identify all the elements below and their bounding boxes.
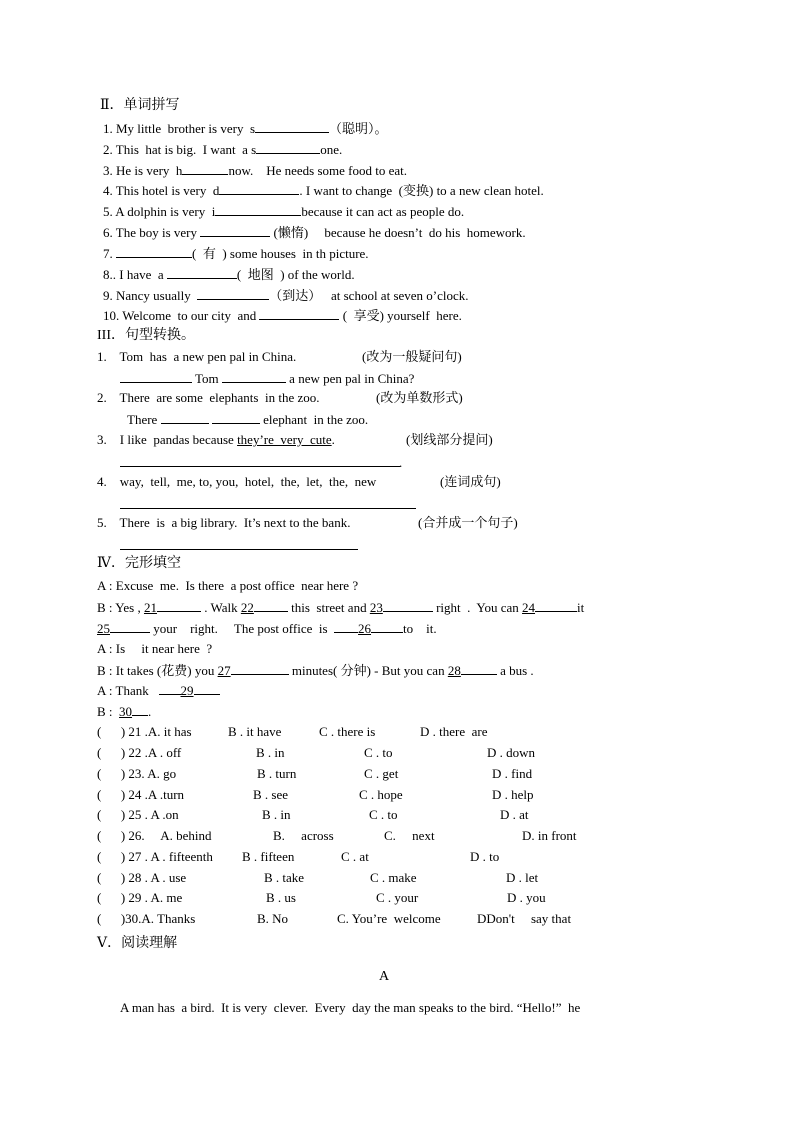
- transform-q2: 2. There are some elephants in the zoo.: [97, 390, 320, 405]
- dialog-line-3: 25 your right. The post office is 26 to it.: [97, 621, 437, 636]
- option-24-a: ( ) 24 .A .turn: [97, 787, 185, 802]
- spelling-item-10: 10. Welcome to our city and ( 享受) yourself here.: [103, 308, 462, 323]
- transform-q2-note: (改为单数形式): [376, 390, 463, 405]
- section-3-title: III．句型转换。: [97, 328, 195, 343]
- option-30-b: B. No: [257, 911, 289, 926]
- option-27-d: D . to: [470, 849, 500, 864]
- option-25-d: D . at: [500, 807, 529, 822]
- option-22-b: B . in: [256, 745, 285, 760]
- option-22-d: D . down: [487, 745, 536, 760]
- transform-q4-note: (连词成句): [440, 474, 501, 489]
- transform-q2-answer: There elephant in the zoo.: [127, 412, 369, 427]
- transform-q3: 3. I like pandas because they’re very cute.: [97, 432, 335, 447]
- option-28-a: ( ) 28 . A . use: [97, 870, 187, 885]
- option-23-c: C . get: [364, 766, 399, 781]
- spelling-item-8: 8.. I have a ( 地图 ) of the world.: [103, 267, 355, 282]
- answer-line-q3-period: .: [399, 455, 403, 470]
- spelling-item-1: 1. My little brother is very s （聪明）。: [103, 121, 388, 136]
- answer-line-q5: [120, 549, 358, 550]
- spelling-item-3: 3. He is very h now. He needs some food to eat.: [103, 163, 408, 178]
- option-30-c: C. You’re welcome: [337, 911, 441, 926]
- option-26-a: ( ) 26. A. behind: [97, 828, 212, 843]
- option-29-d: D . you: [507, 890, 546, 905]
- option-30-d: DDon't say that: [477, 911, 572, 926]
- spelling-item-9: 9. Nancy usually （到达） at school at seven o’clock.: [103, 288, 469, 303]
- option-26-d: D. in front: [522, 828, 577, 843]
- option-25-a: ( ) 25 . A .on: [97, 807, 179, 822]
- spelling-item-2: 2. This hat is big. I want a s one.: [103, 142, 343, 157]
- option-25-c: C . to: [369, 807, 398, 822]
- option-27-c: C . at: [341, 849, 369, 864]
- transform-q3-note: (划线部分提问): [406, 432, 493, 447]
- option-29-c: C . your: [376, 890, 419, 905]
- option-30-a: ( )30.A. Thanks: [97, 911, 196, 926]
- option-23-a: ( ) 23. A. go: [97, 766, 177, 781]
- dialog-line-5: B : It takes (花费) you 27 minutes( 分钟) - But you can 28 a bus .: [97, 663, 534, 678]
- passage-line-1: A man has a bird. It is very clever. Every day the man speaks to the bird. “Hello!” he: [120, 1000, 581, 1015]
- option-29-b: B . us: [266, 890, 296, 905]
- transform-q5-note: (合并成一个句子): [418, 515, 518, 530]
- dialog-line-1: A : Excuse me. Is there a post office near here ?: [97, 578, 359, 593]
- option-25-b: B . in: [262, 807, 291, 822]
- transform-q1-note: (改为一般疑问句): [362, 349, 462, 364]
- option-29-a: ( ) 29 . A. me: [97, 890, 183, 905]
- option-21-c: C . there is: [319, 724, 376, 739]
- transform-q4: 4. way, tell, me, to, you, hotel, the, let, the, new: [97, 474, 377, 489]
- answer-line-q4: [120, 508, 416, 509]
- transform-q5: 5. There is a big library. It’s next to the bank.: [97, 515, 351, 530]
- option-28-c: C . make: [370, 870, 417, 885]
- option-23-b: B . turn: [257, 766, 297, 781]
- spelling-item-6: 6. The boy is very (懒惰) because he doesn’t do his homework.: [103, 225, 526, 240]
- dialog-line-7: B : 30 .: [97, 704, 152, 719]
- option-28-b: B . take: [264, 870, 305, 885]
- option-21-a: ( ) 21 .A. it has: [97, 724, 192, 739]
- dialog-line-4: A : Is it near here ?: [97, 641, 213, 656]
- option-26-b: B. across: [273, 828, 334, 843]
- option-22-c: C . to: [364, 745, 393, 760]
- answer-line-q3: [120, 466, 400, 467]
- transform-q1-answer: Tom a new pen pal in China?: [120, 370, 414, 387]
- option-24-d: D . help: [492, 787, 534, 802]
- passage-label: A: [379, 969, 390, 984]
- option-22-a: ( ) 22 .A . off: [97, 745, 182, 760]
- option-28-d: D . let: [506, 870, 539, 885]
- section-2-title: Ⅱ．单词拼写: [100, 98, 180, 113]
- dialog-line-6: A : Thank 29: [97, 682, 220, 699]
- spelling-item-5: 5. A dolphin is very i because it can act as people do.: [103, 204, 465, 219]
- option-27-b: B . fifteen: [242, 849, 295, 864]
- option-24-c: C . hope: [359, 787, 403, 802]
- option-21-b: B . it have: [228, 724, 282, 739]
- spelling-item-4: 4. This hotel is very d . I want to change (变换) to a new clean hotel.: [103, 183, 544, 198]
- option-27-a: ( ) 27 . A . fifteenth: [97, 849, 213, 864]
- spelling-item-7: 7. ( 有 ) some houses in th picture.: [103, 246, 369, 261]
- section-4-title: Ⅳ．完形填空: [97, 556, 181, 571]
- option-23-d: D . find: [492, 766, 533, 781]
- section-5-title: Ⅴ．阅读理解: [97, 936, 178, 951]
- option-21-d: D . there are: [420, 724, 488, 739]
- transform-q1: 1. Tom has a new pen pal in China.: [97, 349, 297, 364]
- dialog-line-2: B : Yes , 21 . Walk 22 this street and 23 right . You can 24 it: [97, 600, 585, 615]
- option-24-b: B . see: [253, 787, 289, 802]
- option-26-c: C. next: [384, 828, 435, 843]
